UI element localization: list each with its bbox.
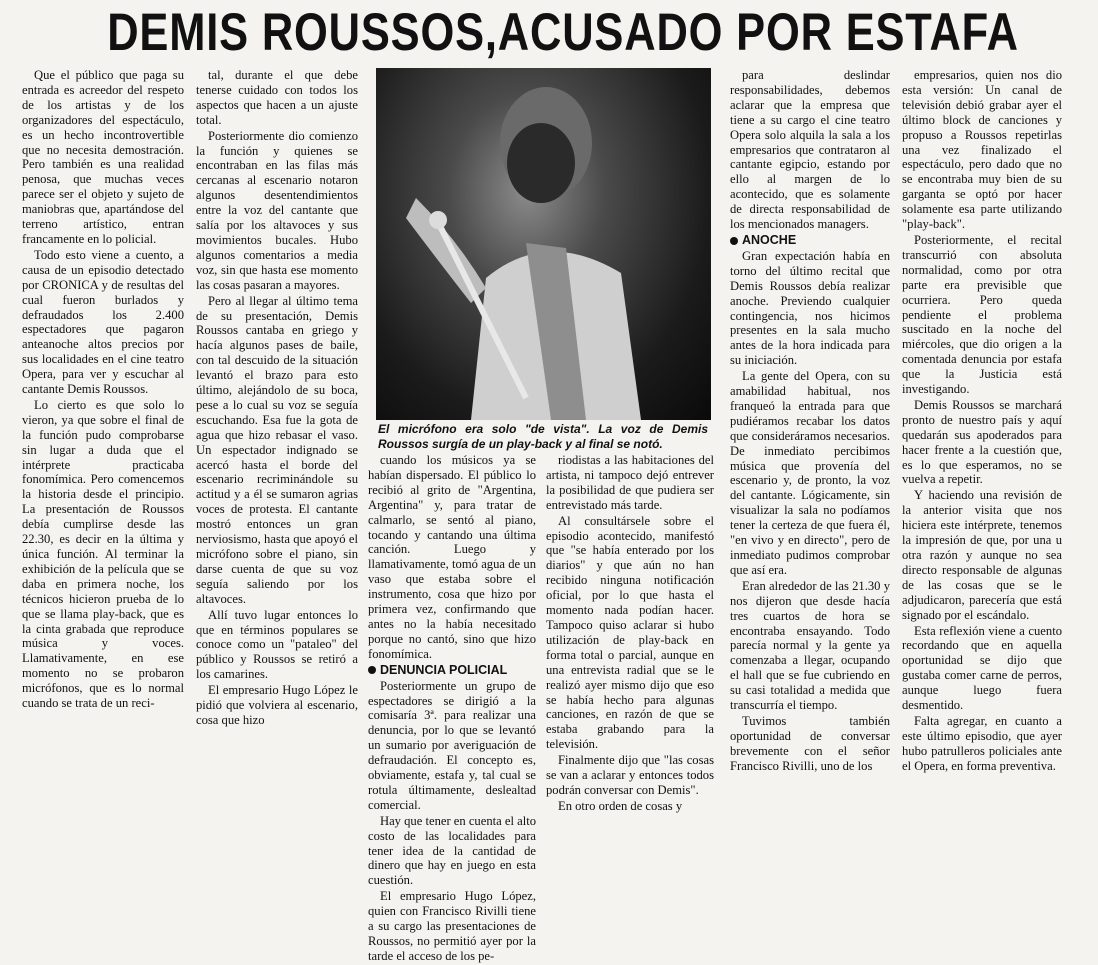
article-column-2 xyxy=(196,68,358,729)
paragraph: Tuvimos también oportunidad de conversar brevemente con el señor Francisco Rivilli, uno de los xyxy=(730,713,890,773)
paragraph: En otro orden de cosas y xyxy=(558,798,683,813)
subhead-anoche: ANOCHE xyxy=(730,233,890,248)
paragraph: Gran expectación había en torno del último recital que Demis Roussos debía realizar anoche. Previendo cualquier contingencia, nos hicimos presentes en la sala mucho antes de la hora indicada para su iniciación. xyxy=(730,248,890,368)
article-column-3 xyxy=(368,453,536,965)
paragraph: Posteriormente dio comienzo la función y quienes se encontraban en las filas más cercanas al escenario notaron algunos desentendimientos entre la voz del cantante que salía por los altavoces y sus movimientos bucales. Hubo algunos comentarios a media voz, sin que hasta ese momento las cosas pasaran a mayores. xyxy=(196,128,358,292)
paragraph: El empresario Hugo López le pidió que volviera al escenario, cosa que hizo xyxy=(196,683,358,727)
paragraph: Allí tuvo lugar entonces lo que en términos populares se conoce como un "pataleo" del público y Roussos se retiró a los camarines. xyxy=(196,607,358,682)
headline: DEMIS ROUSSOS,ACUSADO POR ESTAFA xyxy=(107,3,1019,62)
paragraph: Eran alrededor de las 21.30 y nos dijeron que desde hacía tres cuartos de hora se encontraba ensayando. Todo parecía normal y la gente ya comenzaba a llegar, ocupando el hall que se fue cubriendo en su casi totalidad a medida que transcurría el tiempo. xyxy=(730,578,890,713)
paragraph: Finalmente dijo que "las cosas se van a aclarar y entonces todos podrán conversar con Demis". xyxy=(546,753,714,797)
paragraph: para deslindar responsabilidades, debemos aclarar que la empresa que tiene a su cargo el cine teatro Opera solo alquila la sala a los empresarios que contrataron al cantante egipcio, estando por ello al margen de lo acontecido, que es solamente de directa responsabilidad de los mencionados managers. xyxy=(730,68,890,232)
paragraph: Posteriormente un grupo de espectadores se dirigió a la comisaría 3ª. para realizar una denuncia, por lo que se levantó un sumario por averiguación de defraudación. El concepto es, obviamente, estafa y, tal cual se rotula últimamente, deslealtad comercial. xyxy=(368,678,536,812)
bullet-icon xyxy=(730,237,738,245)
paragraph: riodistas a las habitaciones del artista, ni tampoco dejó entrever la posibilidad de que pudiera ser entrevistado más tarde. xyxy=(546,453,714,512)
paragraph: cuando los músicos ya se habían dispersado. El público lo recibió al grito de "Argentina, Argentina" y, para tratar de calmarlo, se sentó al piano, tocando y cantando una última canción. Luego y llamativamente, tomó agua de un vaso que estaba sobre el instrumento, cosa que hizo por primera vez, confirmando que antes no la había necesitado porque no cantó, sino que hizo fonomímica. xyxy=(368,453,536,661)
paragraph: Demis Roussos se marchará pronto de nuestro país y aquí quedarán sus apoderados para hacer frente a la cuestión que, es lo que esperamos, no se vuelva a repetir. xyxy=(902,397,1062,487)
paragraph: Pero al llegar al último tema de su presentación, Demis Roussos cantaba en griego y hacía algunos pases de baile, con tal descuido de la situación levantó el brazo para esto último, alejándolo de su boca, pese a lo cual su voz se seguía escuchando. Esa fue la gota de agua que hizo rebasar el vaso. Un espectador indignado se acercó hasta el borde del escenario recriminándole su actitud y a él se sumaron agrias voces de protesta. El cantante mostró entonces un gran nerviosismo, hasta que apoyó el micrófono sobre el piano, sin darse cuenta de que su voz seguía saliendo por los altavoces. xyxy=(196,293,358,606)
paragraph: Al consultársele sobre el episodio acontecido, manifestó que "se había enterado por los diarios" y que aún no han recibido ninguna notificación oficial, por lo que hasta el momento nada podían hacer. Tampoco quiso aclarar si hubo utilización de play-back en forma total o parcial, aunque en una entrevista radial que se le realizó ayer mismo dijo que eso se había hecho para algunas canciones, en razón de que se estaba grabando para la televisión. xyxy=(546,513,714,752)
paragraph: La gente del Opera, con su amabilidad habitual, nos franqueó la entrada para que pudiéramos recabar los datos que consideráramos necesarios. De inmediato percibimos música que provenía del escenario y, de pronto, la voz del cantante. Lógicamente, sin visualizar la sala no podíamos tener la certeza de que fuera él, "en vivo y en directo", pero de inmediato pudimos comprobar que así era. xyxy=(730,369,890,577)
paragraph: Posteriormente, el recital transcurrió con absoluta normalidad, como por otra parte era previsible que ocurriera. Pero queda pendiente el problema suscitado en la noche del miércoles, que dio origen a la comentada denuncia por estafa que la Justicia está investigando. xyxy=(902,232,1062,397)
subhead-denuncia: DENUNCIA POLICIAL xyxy=(368,663,536,678)
paragraph: empresarios, quien nos dio esta versión: Un canal de televisión debió grabar ayer el último block de canciones y propuso a Roussos repetirlas una vez finalizado el espectáculo, pero dado que no se encontraba muy bien de su garganta se optó por hacer solamente esa parte utilizando "play-back". xyxy=(902,68,1062,232)
article-column-4 xyxy=(546,453,714,815)
paragraph: Y haciendo una revisión de la anterior visita que nos hiciera este intérprete, tenemos la impresión de que, por una u otra razón y aunque no sea directo responsable de algunas de las cosas que se le adjudicaron, parecería que está signado por el escándalo. xyxy=(902,488,1062,622)
paragraph: Esta reflexión viene a cuento recordando que en aquella oportunidad se dijo que gustaba comer carne de perros, aunque luego fuera desmentido. xyxy=(902,623,1062,713)
article-column-5 xyxy=(730,68,890,775)
concert-photo xyxy=(376,68,711,420)
article-column-1 xyxy=(22,68,184,712)
photo-caption: El micrófono era solo "de vista". La voz de Demis Roussos surgía de un play-back y al final se notó. xyxy=(378,422,708,451)
paragraph: tal, durante el que debe tenerse cuidado con todos los aspectos que hacen a un ajuste total. xyxy=(196,68,358,127)
paragraph: Falta agregar, en cuanto a este último episodio, que ayer hubo patrulleros policiales ante el Opera, en forma preventiva. xyxy=(902,713,1062,773)
singer-with-microphone-image xyxy=(376,68,711,420)
paragraph: Hay que tener en cuenta el alto costo de las localidades para tener idea de la cantidad de dinero que hay en juego en esta cuestión. xyxy=(368,813,536,888)
bullet-icon xyxy=(368,666,376,674)
article-column-6 xyxy=(902,68,1062,775)
paragraph: Todo esto viene a cuento, a causa de un episodio detectado por CRONICA y de resultas del cual fueron burlados y defraudados los 2.400 espectadores que pagaron anteanoche altos precios por sus localidades en el cine teatro Opera, para ver y escuchar al cantante Demis Roussos. xyxy=(22,247,184,397)
paragraph: Que el público que paga su entrada es acreedor del respeto de los artistas y de los organizadores del espectáculo, es un hecho incontrovertible que no necesita demostración. Pero también es una realidad penosa, que muchas veces parece ser el objeto y sujeto de maniobras que, apartándose del terreno artístico, entran francamente en lo policial. xyxy=(22,68,184,246)
paragraph: El empresario Hugo López, quien con Francisco Rivilli tiene a su cargo las presentaciones de Roussos, no permitió ayer por la tarde el acceso de los pe- xyxy=(368,889,536,963)
paragraph: Lo cierto es que solo lo vieron, ya que sobre el final de la función pudo comprobarse sin lugar a duda que el intérprete practicaba fonomímica. Pero comencemos la historia desde el principio. La presentación de Roussos debía cumplirse desde las 22.30, es decir en la última y única función. Al terminar la exhibición de la película que se daba en primera noche, los técnicos hicieron prueba de lo que se llama play-back, que es la cinta grabada que reproduce música y voces. Llamativamente, en ese momento no se probaron micrófonos, que es lo normal cuando se trata de un reci- xyxy=(22,397,184,711)
